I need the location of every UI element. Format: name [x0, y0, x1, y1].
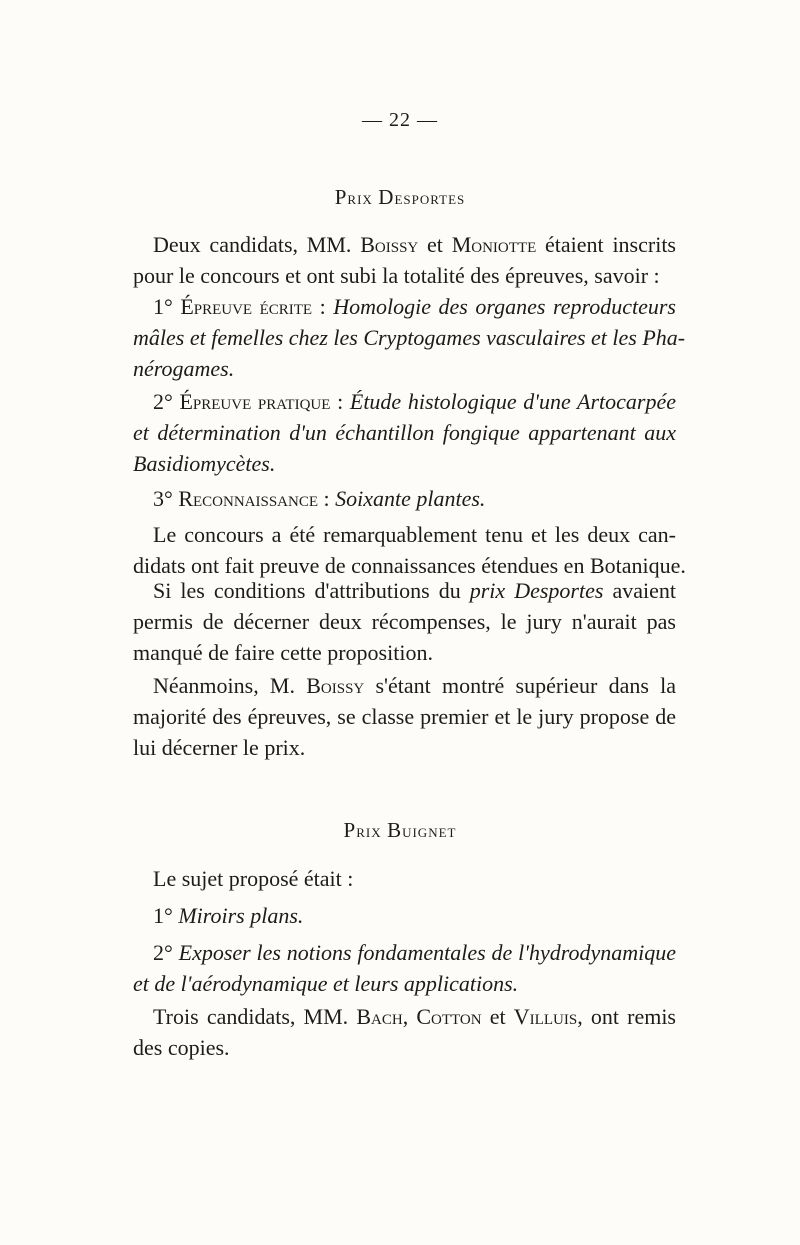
- candidate-name: Boissy: [360, 232, 419, 257]
- paragraph-reconnaissance: 3° Reconnaissance : Soixante plantes.: [153, 486, 486, 511]
- paragraph-sujet-2: 2° Exposer les notions fondamentales de l'hydrodynamique et de l'aérodynamique et leurs applications.: [133, 940, 676, 996]
- paragraph-neanmoins: Néanmoins, M. Boissy s'étant montré supérieur dans la majorité des épreuves, se classe premier et le jury propose de lui décerner le prix.: [133, 673, 677, 760]
- section-title-prix-desportes: Prix Desportes: [334, 185, 466, 209]
- section-title-prix-buignet: Prix Buignet: [343, 818, 457, 842]
- paragraph-epreuve-pratique: 2° Épreuve pratique : Étude histologique d'une Artocarpée et détermination d'un échantillon fongique appartenant aux Basidiomycètes.: [133, 389, 676, 476]
- paragraph-sujet-1: 1° Miroirs plans.: [153, 903, 304, 928]
- paragraph-intro: Deux candidats, MM. Boissy et Moniotte étaient inscrits pour le concours et ont subi la totalité des épreuves, savoir :: [133, 232, 676, 288]
- epreuve-label: Reconnaissance: [178, 486, 318, 511]
- candidate-name: Cotton: [416, 1004, 482, 1029]
- paragraph-epreuve-ecrite: 1° Épreuve écrite : Homologie des organes reproducteurs mâles et femelles chez les Cryptogames vasculaires et les Pha- nérogames.: [133, 294, 686, 381]
- epreuve-label: Épreuve pratique: [179, 389, 331, 414]
- candidate-name: Boissy: [306, 673, 365, 698]
- candidate-name: Villuis: [513, 1004, 578, 1029]
- candidate-name: Moniotte: [451, 232, 537, 257]
- paragraph-sujet: Le sujet proposé était :: [153, 866, 354, 891]
- paragraph-candidats: Trois candidats, MM. Bach, Cotton et Villuis, ont remis des copies.: [133, 1004, 676, 1060]
- page-number: — 22 —: [362, 109, 438, 131]
- candidate-name: Bach: [356, 1004, 403, 1029]
- epreuve-label: Épreuve écrite: [180, 294, 313, 319]
- paragraph-concours: Le concours a été remarquablement tenu et les deux can- didats ont fait preuve de connaissances étendues en Botanique.: [133, 522, 686, 578]
- paragraph-conditions: Si les conditions d'attributions du prix Desportes avaient permis de décerner deux récompenses, le jury n'aurait pas manqué de faire cette proposition.: [133, 578, 676, 665]
